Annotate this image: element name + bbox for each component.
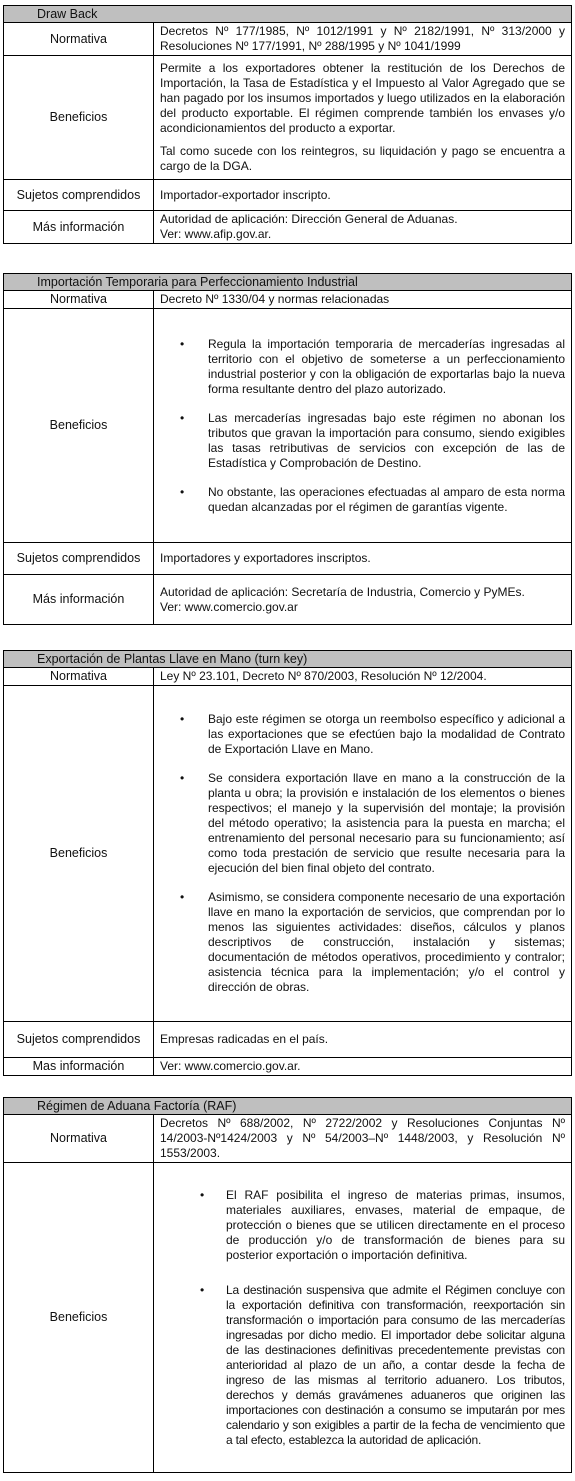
sujetos-value: Importador-exportador inscripto. xyxy=(154,180,572,211)
list-item-text: Regula la importación temporaria de mercaderías ingresadas al territorio con el objetivo de someterse a un perfeccionamiento industrial posterior y con la obligación de exportarlas bajo la nueva forma resultante dentro del plazo autorizado. xyxy=(208,336,565,396)
beneficios-value xyxy=(154,56,572,180)
info-value xyxy=(154,575,572,625)
section-title: Importación Temporaria para Perfeccionamiento Industrial xyxy=(3,273,572,290)
section-draw-back xyxy=(3,5,572,244)
list-item xyxy=(160,337,565,397)
section-table xyxy=(3,290,572,625)
list-item-text: Las mercaderías ingresadas bajo este régimen no abonan los tributos que gravan la importación para consumo, siendo exigibles las tasas retributivas de servicios con excepción de las de Estadística y Comprobación de Destino. xyxy=(208,410,565,470)
list-item xyxy=(160,890,565,995)
section-table xyxy=(3,22,572,244)
beneficios-list xyxy=(160,1188,565,1448)
section-importacion-temporaria xyxy=(3,273,572,625)
normativa-value: Ley Nº 23.101, Decreto Nº 870/2003, Resolución Nº 12/2004. xyxy=(154,668,572,686)
beneficios-value xyxy=(154,686,572,1022)
bullet-icon: • xyxy=(180,410,185,425)
normativa-label: Normativa xyxy=(4,23,154,56)
info-label: Más información xyxy=(4,211,154,244)
beneficios-label: Beneficios xyxy=(4,1163,154,1473)
bullet-icon: • xyxy=(180,771,185,785)
normativa-label: Normativa xyxy=(4,1115,154,1163)
normativa-value: Decretos Nº 688/2002, Nº 2722/2002 y Resoluciones Conjuntas Nº 14/2003-Nº1424/2003 y Nº 54/2003–Nº 1448/2003, y Resolución Nº 1553/2003. xyxy=(154,1115,572,1163)
list-item-text: Bajo este régimen se otorga un reembolso específico y adicional a las exportaciones que se efectúen bajo la modalidad de Contrato de Exportación Llave en Mano. xyxy=(208,712,565,756)
info-line: Ver: www.comercio.gov.ar xyxy=(160,599,298,614)
section-plantas-llave-en-mano xyxy=(3,650,572,1076)
list-item xyxy=(160,1283,565,1448)
sujetos-label: Sujetos comprendidos xyxy=(4,180,154,211)
bullet-icon: • xyxy=(180,890,185,904)
beneficios-label: Beneficios xyxy=(4,56,154,180)
beneficios-label: Beneficios xyxy=(4,309,154,543)
list-item-text: Asimismo, se considera componente necesario de una exportación llave en mano la exportación de servicios, que comprendan por lo menos las siguientes actividades: diseños, cálculos y planos descriptivos de construcción, instalación y sistemas; documentación de métodos operativos, procedimiento y contralor; asistencia técnica para la implementación; y/o el control y dirección de obras. xyxy=(208,890,565,994)
list-item-text: La destinación suspensiva que admite el Régimen concluye con la exportación definitiva con transformación, reexportación sin transformación o importación para consumo de las mercaderías ingresadas por dicho medio. El importador debe solicitar alguna de las destinaciones definitivas precedentemente previstas con anterioridad al plazo de un año, a contar desde la fecha de ingreso de las mismas al territorio aduanero. Los tributos, derechos y demás gravámenes aduaneros que originen las importaciones con destinación a consumo se imputarán por mes calendario y son exigibles a partir de la fecha de vencimiento que a tal efecto, establezca la autoridad de aplicación. xyxy=(226,1282,565,1447)
list-item xyxy=(160,485,565,515)
sujetos-value: Importadores y exportadores inscriptos. xyxy=(154,543,572,575)
list-item xyxy=(160,712,565,757)
info-value xyxy=(154,211,572,244)
info-label: Mas información xyxy=(4,1058,154,1076)
bullet-icon: • xyxy=(180,712,185,726)
list-item xyxy=(160,1188,565,1263)
bullet-icon: • xyxy=(200,1282,205,1297)
bullet-icon: • xyxy=(180,336,185,351)
section-title: Exportación de Plantas Llave en Mano (turn key) xyxy=(3,650,572,667)
section-table xyxy=(3,1114,572,1473)
info-value xyxy=(154,1058,572,1076)
section-title: Régimen de Aduana Factoría (RAF) xyxy=(3,1097,572,1114)
info-line: Autoridad de aplicación: Secretaría de Industria, Comercio y PyMEs. xyxy=(160,584,525,599)
info-line: Ver: www.afip.gov.ar. xyxy=(160,227,272,241)
info-line: Autoridad de aplicación: Dirección General de Aduanas. xyxy=(160,212,458,226)
section-aduana-factoria xyxy=(3,1097,572,1473)
beneficios-list xyxy=(160,337,565,515)
section-table xyxy=(3,667,572,1076)
sujetos-label: Sujetos comprendidos xyxy=(4,543,154,575)
beneficios-label: Beneficios xyxy=(4,686,154,1022)
section-title: Draw Back xyxy=(3,5,572,22)
normativa-label: Normativa xyxy=(4,291,154,309)
beneficio-paragraph: Permite a los exportadores obtener la restitución de los Derechos de Importación, la Tasa de Estadística y el Impuesto al Valor Agregado que se han pagado por los insumos importados y luego utilizados en la elaboración del producto exportable. El régimen comprende también los envases y/o acondicionamientos del producto a exportar. xyxy=(160,61,565,135)
beneficios-value xyxy=(154,1163,572,1473)
list-item-text: El RAF posibilita el ingreso de materias primas, insumos, materiales auxiliares, envases, material de empaque, de protección o bienes que se utilicen directamente en el proceso de producción y/o de transformación de bienes para su posterior exportación o importación definitiva. xyxy=(226,1187,565,1262)
sujetos-value: Empresas radicadas en el país. xyxy=(154,1022,572,1058)
beneficios-list xyxy=(160,712,565,995)
info-line: Ver: www.comercio.gov.ar. xyxy=(160,1059,301,1073)
bullet-icon: • xyxy=(200,1187,205,1202)
normativa-label: Normativa xyxy=(4,668,154,686)
list-item xyxy=(160,411,565,471)
beneficio-paragraph: Tal como sucede con los reintegros, su liquidación y pago se encuentra a cargo de la DGA. xyxy=(160,144,565,173)
beneficios-value xyxy=(154,309,572,543)
bullet-icon: • xyxy=(180,484,185,499)
list-item-text: Se considera exportación llave en mano a la construcción de la planta u obra; la provisión e instalación de los elementos o bienes respectivos; el manejo y la supervisión del montaje; la provisión del método operativo; la asistencia para la puesta en marcha; el entrenamiento del personal necesario para su funcionamiento; así como toda prestación de servicio que resulte necesaria para la ejecución del bien final objeto del contrato. xyxy=(208,771,565,875)
normativa-value: Decretos Nº 177/1985, Nº 1012/1991 y Nº 2182/1991, Nº 313/2000 y Resoluciones Nº 177/1991, Nº 288/1995 y Nº 1041/1999 xyxy=(154,23,572,56)
sujetos-label: Sujetos comprendidos xyxy=(4,1022,154,1058)
list-item-text: No obstante, las operaciones efectuadas al amparo de esta norma quedan alcanzadas por el régimen de garantías vigente. xyxy=(208,484,565,514)
list-item xyxy=(160,771,565,876)
normativa-value: Decreto Nº 1330/04 y normas relacionadas xyxy=(154,291,572,309)
info-label: Más información xyxy=(4,575,154,625)
